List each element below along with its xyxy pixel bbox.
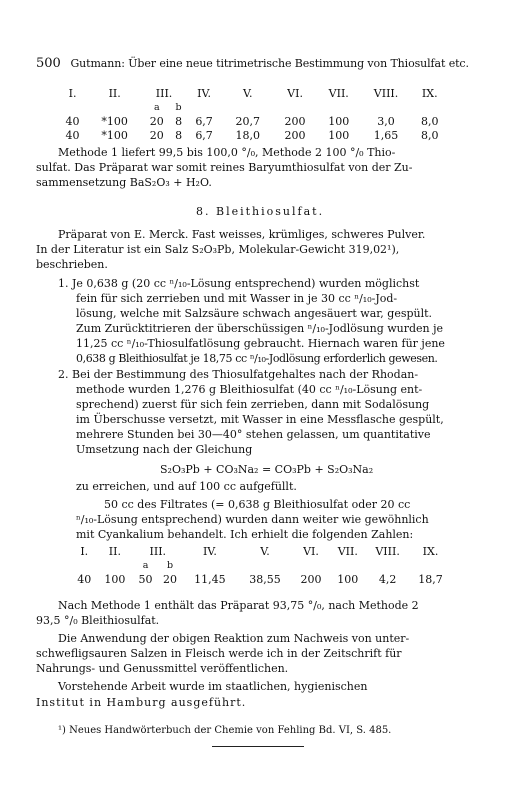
- list-item-line: 11,25 cc ⁿ/₁₀-Thiosulfatlösung gebraucht. Hiernach waren für jene: [76, 337, 445, 350]
- text-line: In der Literatur ist ein Salz S₂O₃Pb, Molekular-Gewicht 319,02¹),: [36, 243, 400, 256]
- text-line: Methode 1 liefert 99,5 bis 100,0 °/₀, Methode 2 100 °/₀ Thio-: [58, 146, 396, 159]
- table-1: [58, 86, 448, 142]
- table-1-col-header: IX.: [421, 86, 438, 100]
- table-cell: 40: [77, 572, 92, 586]
- text-line: Nach Methode 1 enthält das Präparat 93,75 °/₀, nach Methode 2: [58, 599, 419, 612]
- section-heading: 8. Bleithiosulfat.: [196, 205, 325, 218]
- table-cell: 100: [104, 572, 126, 586]
- table-1-col-header: VII.: [328, 86, 349, 100]
- table-1-sub-b: b: [175, 101, 182, 113]
- list-item-line: im Überschusse versetzt, mit Wasser in eine Messflasche gespült,: [76, 413, 444, 426]
- table-row: [58, 128, 448, 142]
- table-1-col-header: IV.: [197, 86, 211, 100]
- table-2: [72, 544, 452, 586]
- table-2-col-header: II.: [108, 544, 121, 558]
- table-1-header-row: [58, 86, 448, 100]
- table-cell: 50: [138, 572, 153, 586]
- bottom-rule: [212, 746, 304, 747]
- table-cell: 6,7: [195, 114, 213, 128]
- table-cell: 6,7: [195, 128, 213, 142]
- table-cell: 38,55: [249, 572, 281, 586]
- table-2-col-header: IX.: [422, 544, 439, 558]
- table-cell: 20: [163, 572, 178, 586]
- text-line: ⁿ/₁₀-Lösung entsprechend) wurden dann weiter wie gewöhnlich: [76, 513, 429, 526]
- table-cell: 8: [175, 114, 183, 128]
- table-cell: 1,65: [373, 128, 399, 142]
- table-cell: 40: [65, 114, 80, 128]
- table-2-col-header: VII.: [337, 544, 358, 558]
- table-1-sub-header-row: [58, 100, 448, 114]
- running-header: [36, 56, 469, 71]
- table-1-col-header: V.: [242, 86, 253, 100]
- list-item-line: 2. Bei der Bestimmung des Thiosulfatgehaltes nach der Rhodan-: [58, 368, 419, 381]
- table-2-col-header: VI.: [303, 544, 319, 558]
- list-item-line: lösung, welche mit Salzsäure schwach angesäuert war, gespült.: [76, 307, 433, 320]
- text-line: beschrieben.: [36, 258, 108, 271]
- table-2-col-header: I.: [80, 544, 89, 558]
- table-row: [58, 114, 448, 128]
- list-item-line: methode wurden 1,276 g Bleithiosulfat (40 cc ⁿ/₁₀-Lösung ent-: [76, 383, 423, 396]
- table-1-col-header: VIII.: [373, 86, 399, 100]
- table-1-col-header: I.: [68, 86, 77, 100]
- table-cell: 8: [175, 128, 183, 142]
- table-cell: 200: [284, 128, 306, 142]
- text-line: Institut in Hamburg ausgeführt.: [36, 696, 247, 709]
- text-line: zu erreichen, und auf 100 cc aufgefüllt.: [76, 480, 297, 493]
- text-line: schwefligsauren Salzen in Fleisch werde ich in der Zeitschrift für: [36, 647, 402, 660]
- table-cell: 8,0: [421, 128, 439, 142]
- table-1-col-header: VI.: [287, 86, 303, 100]
- table-cell: 3,0: [377, 114, 395, 128]
- list-item-line: Zum Zurücktitrieren der überschüssigen ⁿ/₁₀-Jodlösung wurden je: [76, 322, 444, 335]
- text-line: Präparat von E. Merck. Fast weisses, krümliges, schweres Pulver.: [58, 228, 426, 241]
- text-line: 93,5 °/₀ Bleithiosulfat.: [36, 614, 160, 627]
- page-number: 500: [36, 56, 61, 71]
- table-2-header-row: [72, 544, 452, 558]
- text-line: sammensetzung BaS₂O₃ + H₂O.: [36, 176, 212, 189]
- table-2-col-header: IV.: [202, 544, 217, 558]
- table-1-sub-a: a: [153, 101, 160, 113]
- text-line: mit Cyankalium behandelt. Ich erhielt die folgenden Zahlen:: [76, 528, 414, 541]
- table-cell: 11,45: [194, 572, 226, 586]
- table-cell: 100: [328, 114, 350, 128]
- table-cell: 4,2: [378, 572, 397, 586]
- table-1-col-header: III.: [155, 86, 173, 100]
- table-2-sub-header-row: [72, 558, 452, 572]
- table-cell: 200: [300, 572, 322, 586]
- table-2-sub-a: a: [142, 559, 149, 571]
- running-title: Gutmann: Über eine neue titrimetrische Bestimmung von Thiosulfat etc.: [70, 57, 469, 70]
- list-item-line: mehrere Stunden bei 30—40° stehen gelassen, um quantitative: [76, 428, 431, 441]
- text-line: sulfat. Das Präparat war somit reines Baryumthiosulfat von der Zu-: [36, 161, 413, 174]
- table-cell: 18,7: [418, 572, 443, 586]
- table-cell: *100: [101, 128, 128, 142]
- table-2-col-header: III.: [149, 544, 167, 558]
- text-line: Nahrungs- und Genussmittel veröffentlichen.: [36, 662, 289, 675]
- text-line: Vorstehende Arbeit wurde im staatlichen, hygienischen: [58, 680, 368, 693]
- list-item-line: Umsetzung nach der Gleichung: [76, 443, 253, 456]
- table-row: [72, 572, 452, 586]
- equation: S₂O₃Pb + CO₃Na₂ = CO₃Pb + S₂O₃Na₂: [160, 463, 374, 476]
- text-line: Die Anwendung der obigen Reaktion zum Nachweis von unter-: [58, 632, 410, 645]
- table-cell: 100: [328, 128, 350, 142]
- footnote: ¹) Neues Handwörterbuch der Chemie von Fehling Bd. VI, S. 485.: [58, 725, 392, 736]
- table-cell: 20,7: [235, 114, 260, 128]
- table-2-sub-b: b: [167, 559, 174, 571]
- list-item-line: 0,638 g Bleithiosulfat je 18,75 cc ⁿ/₁₀-Jodlösung erforderlich gewesen.: [76, 352, 438, 365]
- list-item-line: fein für sich zerrieben und mit Wasser in je 30 cc ⁿ/₁₀-Jod-: [76, 292, 398, 305]
- table-2-col-header: V.: [260, 544, 270, 558]
- table-cell: *100: [101, 114, 128, 128]
- table-1-col-header: II.: [108, 86, 121, 100]
- list-item-line: 1. Je 0,638 g (20 cc ⁿ/₁₀-Lösung entsprechend) wurden möglichst: [58, 277, 420, 290]
- table-cell: 20: [149, 128, 164, 142]
- table-cell: 8,0: [421, 114, 439, 128]
- list-item-line: sprechend) zuerst für sich fein zerrieben, dann mit Sodalösung: [76, 398, 430, 411]
- table-2-col-header: VIII.: [375, 544, 400, 558]
- table-cell: 200: [284, 114, 306, 128]
- table-cell: 20: [149, 114, 164, 128]
- table-cell: 40: [65, 128, 80, 142]
- table-cell: 18,0: [235, 128, 260, 142]
- table-cell: 100: [337, 572, 359, 586]
- text-line: 50 cc des Filtrates (= 0,638 g Bleithiosulfat oder 20 cc: [104, 498, 411, 511]
